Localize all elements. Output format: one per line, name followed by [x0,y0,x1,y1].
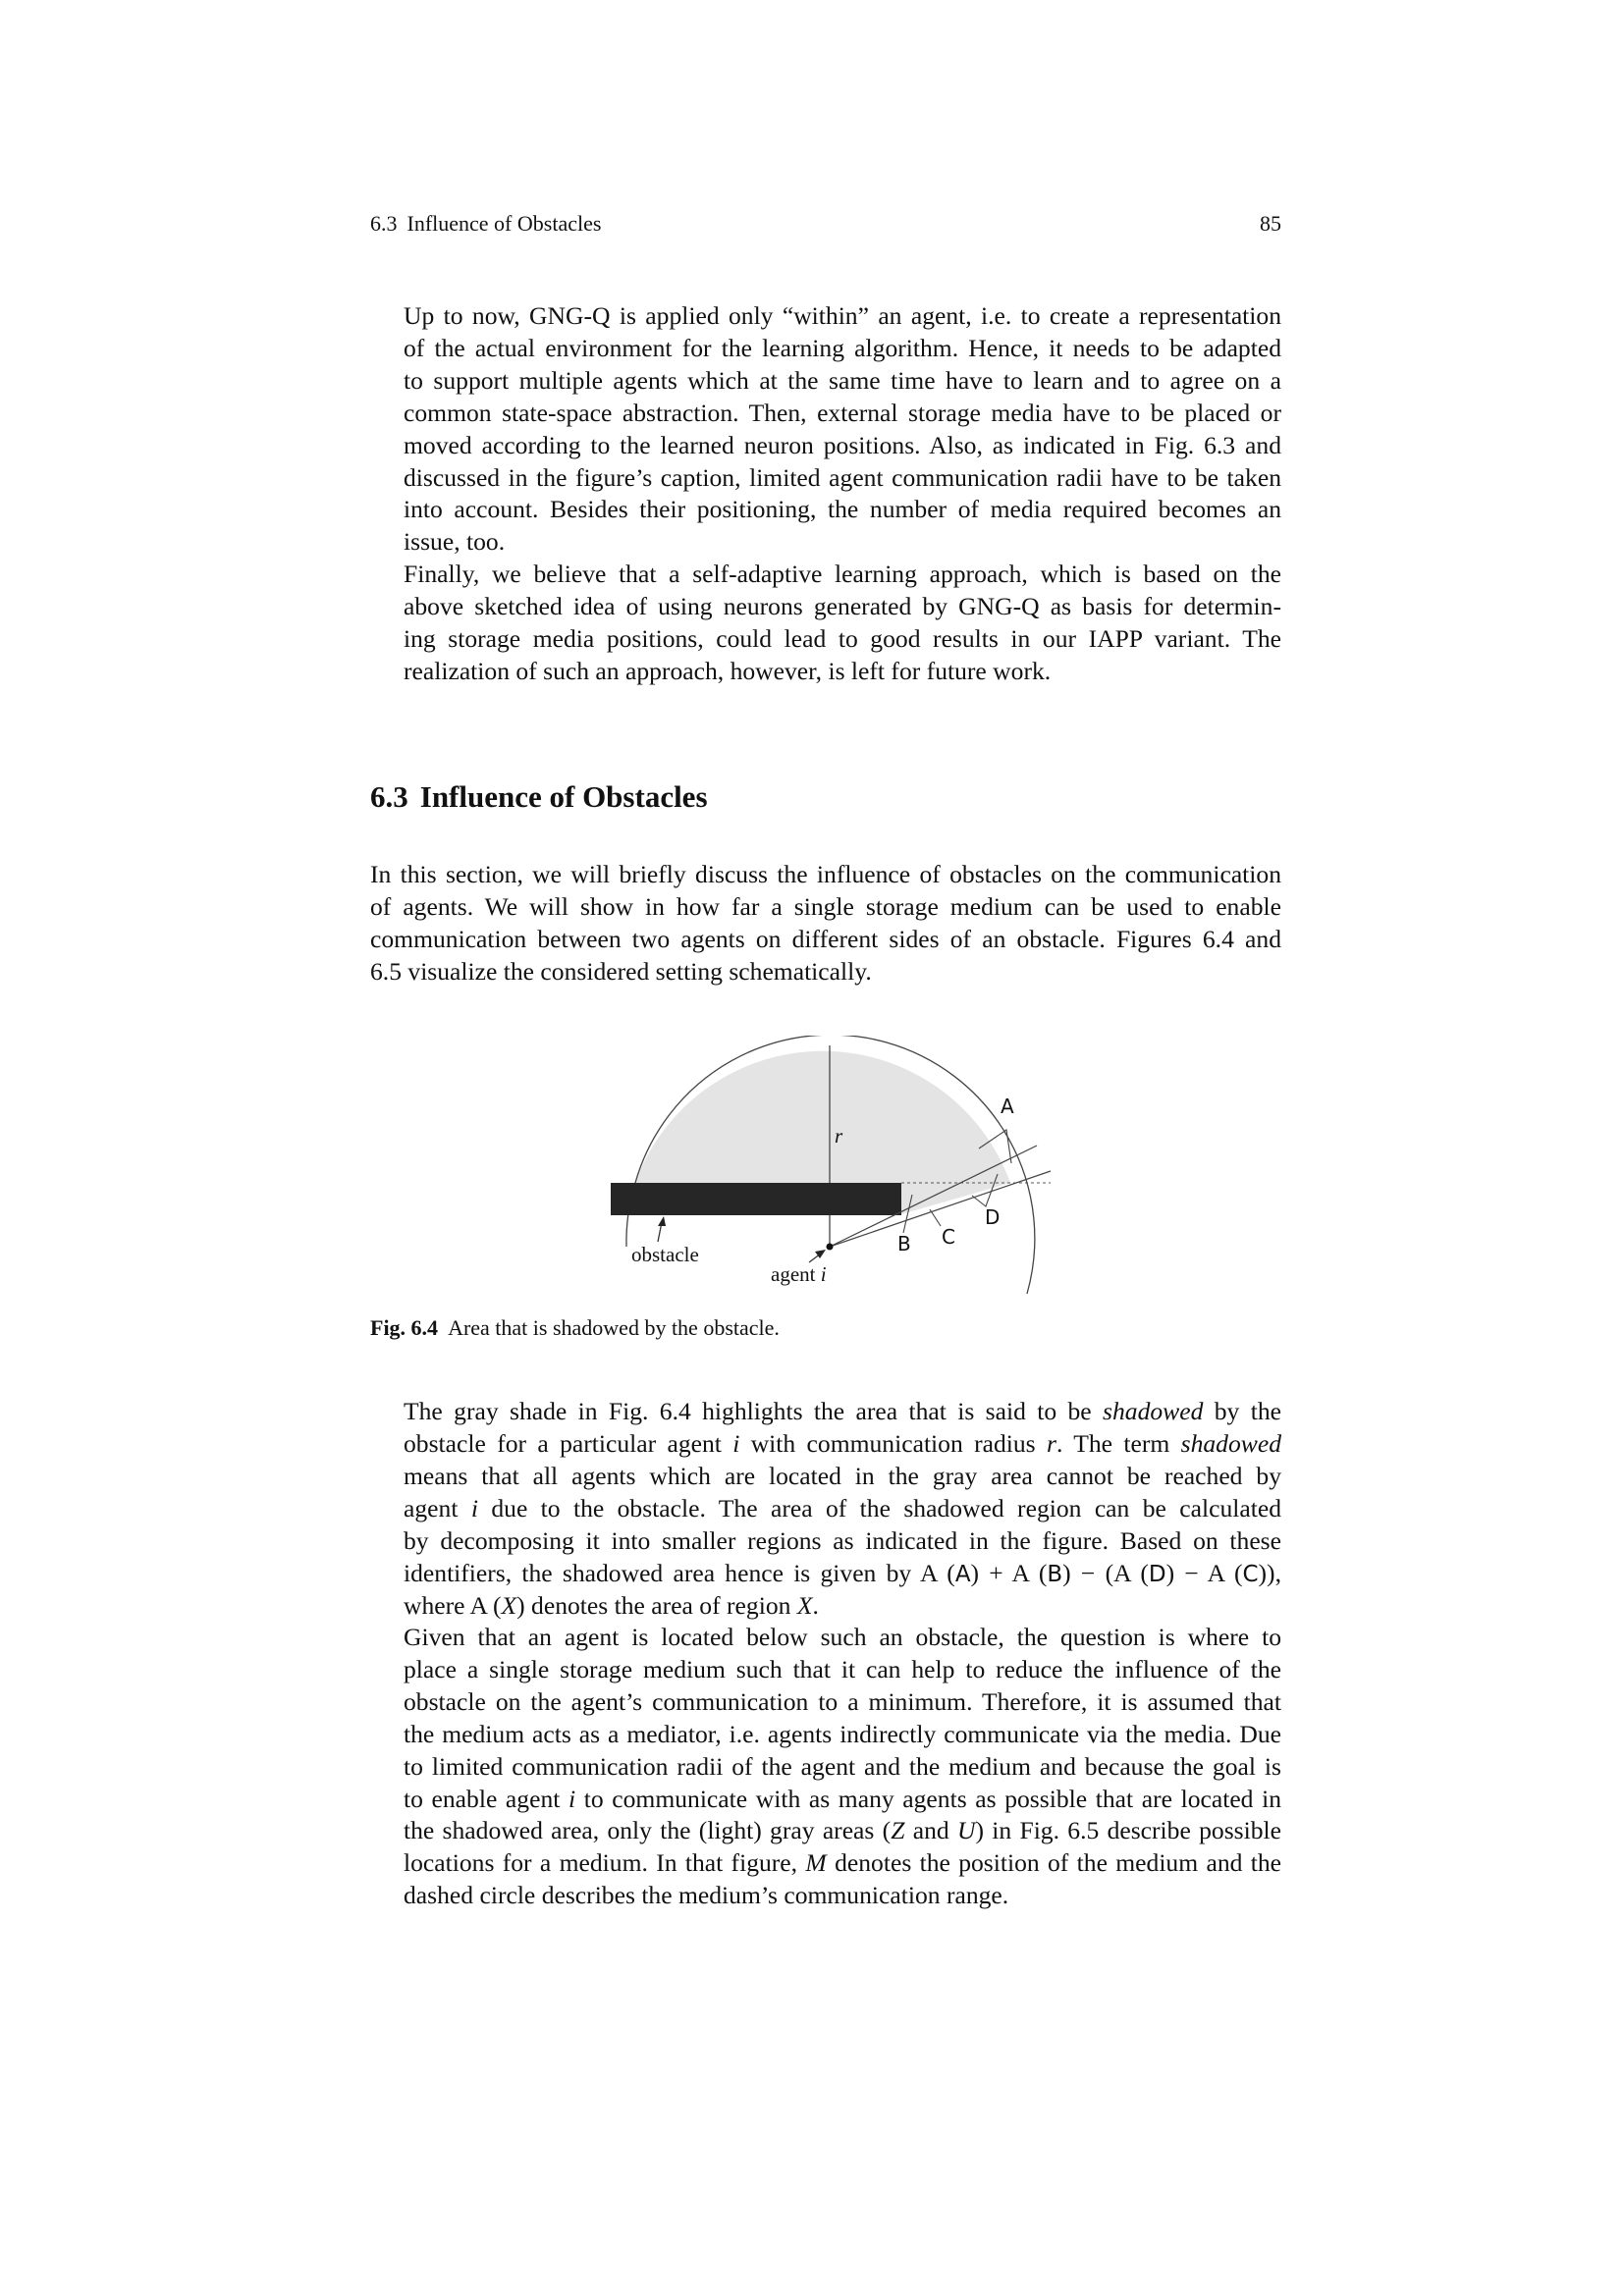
paragraph-2-line: Finally, we believe that a self-adaptive learning approach, which is based on the [404,560,1281,588]
text-run: agent [404,1493,459,1522]
paragraph-1-line: to support multiple agents which at the same time have to learn and to agree on a [404,365,1281,395]
running-head-section-title: Influence of Obstacles [406,211,602,236]
text-run: ) denotes the area of region [516,1591,791,1621]
math-var: U [956,1816,976,1845]
paragraph-1-line: common state-space abstraction. Then, external storage media have to be placed or [404,398,1281,427]
text-run: ) in Fig. 6.5 describe possible [975,1816,1282,1845]
math-var: X [796,1591,813,1621]
text-run: by the [1214,1397,1281,1425]
text-run: identifiers, the shadowed area hence is given by A ( [404,1558,955,1587]
paragraph-4-line [370,1428,1281,1461]
paragraph-5-line [370,1847,1281,1880]
text-run: the shadowed area, only the (light) gray areas ( [404,1816,892,1845]
paragraph-4-line [370,1590,1281,1623]
math-var: i [470,1493,478,1522]
text-run: to communicate with as many agents as possible that are located in [583,1784,1281,1813]
obstacle-bar [611,1183,901,1215]
paragraph-5-line [370,1815,1281,1847]
paragraph-4-line [370,1493,1281,1525]
agent-point [827,1244,834,1251]
paragraph-4 [370,1396,1281,1623]
label-agent-var: i [820,1262,827,1286]
paragraph-1-line: Up to now, GNG-Q is applied only “within” an agent, i.e. to create a representation [404,301,1281,330]
running-head [370,209,1281,239]
label-agent-word: agent [771,1262,816,1286]
section-title: Influence of Obstacles [419,779,708,814]
region-id: D [1148,1561,1166,1587]
paragraph-3-line: of agents. We will show in how far a single storage medium can be used to enable [370,891,1281,921]
paragraph-5 [370,1622,1281,1912]
page-number: 85 [1260,211,1281,236]
paragraph-4-line [370,1396,1281,1428]
text-run: to enable agent [404,1784,561,1813]
label-D: D [985,1205,1001,1229]
shadowed-area-main [635,1051,1010,1183]
paragraph-1 [370,300,1281,559]
text-run: locations for a medium. In that figure, [404,1848,798,1878]
emphasis: shadowed [1103,1397,1204,1425]
text-run: with communication radius [750,1428,1036,1458]
paragraph-2 [370,559,1281,688]
math-var: X [501,1591,517,1621]
paragraph-1-line: issue, too. [404,527,506,557]
paragraph-4-line: by decomposing it into smaller regions as indicated in the figure. Based on these [404,1525,1281,1555]
text-run: due to the obstacle. The area of the shadowed region can be calculated [491,1493,1281,1522]
figure-caption [370,1313,780,1343]
paragraph-1-line: discussed in the figure’s caption, limited agent communication radii have to be taken [404,462,1281,492]
paragraph-5-line: place a single storage medium such that it can help to reduce the influence of the [404,1654,1281,1683]
paragraph-3-line: In this section, we will briefly discuss the influence of obstacles on the communication [370,860,1281,888]
text-run: where A ( [404,1591,502,1621]
paragraph-2-line: realization of such an approach, however, is left for future work. [404,656,1052,685]
text-run: )), [1258,1558,1281,1587]
region-id: A [954,1561,971,1587]
text-run: ) − A ( [1165,1558,1243,1587]
math-var: Z [891,1816,905,1845]
text-run: . The term [1056,1428,1170,1458]
paragraph-1-line: into account. Besides their positioning, the number of media required becomes an [404,495,1281,524]
paragraph-5-line: dashed circle describes the medium’s communication range. [404,1881,1009,1910]
paragraph-1-line: moved according to the learned neuron positions. Also, as indicated in Fig. 6.3 and [404,430,1281,459]
paragraph-3-line: communication between two agents on different sides of an obstacle. Figures 6.4 and [370,924,1281,953]
text-run: The gray shade in Fig. 6.4 highlights the area that is said to be [404,1397,1092,1425]
leader-C [930,1209,941,1226]
text-run: denotes the position of the medium and the [835,1848,1282,1878]
emphasis: shadowed [1180,1428,1281,1458]
figure-6-4 [589,1036,1070,1301]
paragraph-4-line: means that all agents which are located in the gray area cannot be reached by [404,1461,1281,1490]
text-run: ) − (A ( [1062,1558,1149,1587]
paragraph-3-line: 6.5 visualize the considered setting schematically. [370,956,872,986]
paragraph-5-line [370,1784,1281,1816]
text-run: and [912,1816,949,1845]
label-C: C [942,1225,955,1249]
text-run: ) + A ( [970,1558,1048,1587]
region-id: B [1047,1561,1063,1587]
paragraph-1-line: of the actual environment for the learning algorithm. Hence, it needs to be adapted [404,333,1281,362]
math-var: i [568,1784,576,1813]
text-run: obstacle for a particular agent [404,1428,722,1458]
paragraph-5-line: obstacle on the agent’s communication to a minimum. Therefore, it is assumed that [404,1686,1281,1716]
paragraph-4-line [370,1558,1281,1591]
paragraph-5-line: the medium acts as a mediator, i.e. agents indirectly communicate via the media. Due [404,1719,1281,1748]
paragraph-2-line: ing storage media positions, could lead to good results in our IAPP variant. The [404,623,1281,653]
label-B: B [897,1232,911,1255]
running-head-section [370,209,601,239]
region-id: C [1242,1561,1259,1587]
figure-caption-label: Fig. 6.4 [370,1315,439,1340]
arrow-obstacle-head [658,1216,666,1226]
figure-caption-text: Area that is shadowed by the obstacle. [448,1315,780,1340]
label-r: r [835,1124,843,1148]
math-var: M [805,1848,827,1878]
section-heading [370,777,708,817]
figure-6-4-diagram [589,1036,1070,1301]
paragraph-5-line: Given that an agent is located below such an obstacle, the question is where to [404,1623,1281,1651]
label-A: A [1001,1095,1014,1118]
math-var: r [1046,1428,1056,1458]
text-run: . [812,1591,819,1621]
paragraph-3 [370,859,1281,988]
label-obstacle: obstacle [631,1243,699,1266]
paragraph-5-line: to limited communication radii of the agent and the medium and because the goal is [404,1751,1281,1781]
running-head-section-number: 6.3 [370,211,398,236]
label-agent [771,1262,827,1286]
paragraph-2-line: above sketched idea of using neurons generated by GNG-Q as basis for determin- [404,591,1281,620]
section-number: 6.3 [370,779,408,814]
math-var: i [732,1428,740,1458]
